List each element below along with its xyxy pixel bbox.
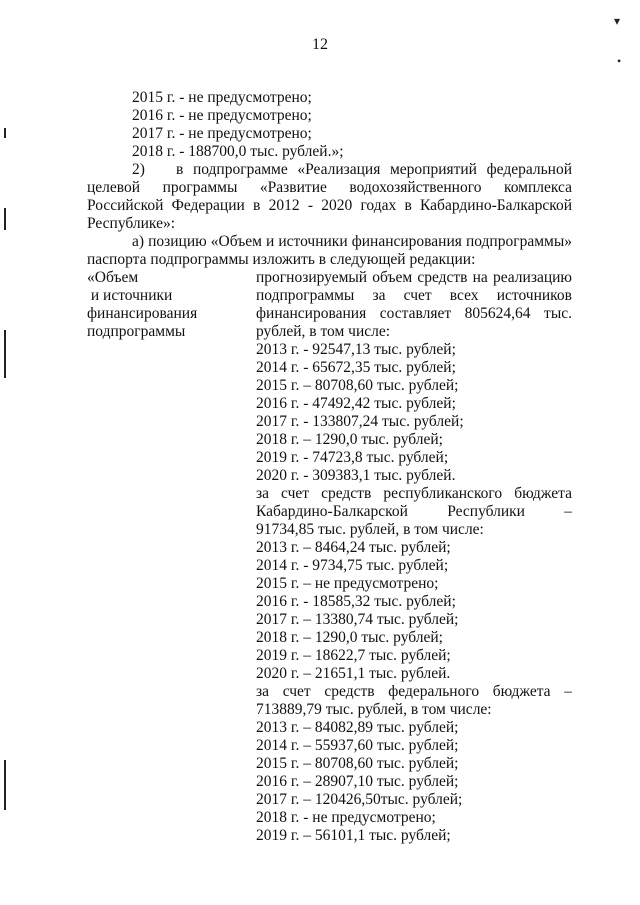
republic-year: 2020 г. – 21651,1 тыс. рублей.: [256, 665, 451, 682]
total-year: 2018 г. – 1290,0 тыс. рублей;: [256, 431, 443, 448]
para-a-line: паспорта подпрограммы изложить в следующей редакции:: [87, 251, 476, 268]
para-a-line: а) позицию «Объем и источники финансирования подпрограммы»: [132, 233, 572, 250]
scan-mark: [4, 330, 6, 378]
republic-year: 2016 г. - 18585,32 тыс. рублей;: [256, 593, 456, 610]
intro-line: 2015 г. - не предусмотрено;: [132, 89, 312, 106]
total-year: 2017 г. - 133807,24 тыс. рублей;: [256, 413, 464, 430]
intro-line: 2018 г. - 188700,0 тыс. рублей.»;: [132, 143, 344, 160]
federal-year: 2017 г. – 120426,50тыс. рублей;: [256, 791, 463, 808]
republic-year: 2018 г. – 1290,0 тыс. рублей;: [256, 629, 443, 646]
total-line: рублей, в том числе:: [256, 323, 391, 340]
republic-line: 91734,85 тыс. рублей, в том числе:: [256, 521, 484, 538]
total-line: подпрограммы за счет всех источников: [256, 287, 572, 304]
scan-mark: [4, 208, 6, 230]
republic-line: за счет средств республиканского бюджета: [256, 485, 572, 502]
label-financing: финансирования: [87, 305, 198, 322]
federal-line: 713889,79 тыс. рублей, в том числе:: [256, 701, 492, 718]
intro-line: 2016 г. - не предусмотрено;: [132, 107, 312, 124]
republic-year: 2017 г. – 13380,74 тыс. рублей;: [256, 611, 459, 628]
republic-year: 2013 г. – 8464,24 тыс. рублей;: [256, 539, 451, 556]
label-sources: и источники: [87, 287, 173, 304]
federal-year: 2015 г. – 80708,60 тыс. рублей;: [256, 755, 459, 772]
total-year: 2014 г. - 65672,35 тыс. рублей;: [256, 359, 456, 376]
label-subprogram: подпрограммы: [87, 323, 186, 340]
total-year: 2019 г. - 74723,8 тыс. рублей;: [256, 449, 449, 466]
federal-year: 2013 г. – 84082,89 тыс. рублей;: [256, 719, 459, 736]
total-year: 2020 г. - 309383,1 тыс. рублей.: [256, 467, 456, 484]
total-year: 2015 г. – 80708,60 тыс. рублей;: [256, 377, 459, 394]
scan-mark: [4, 760, 6, 810]
republic-year: 2015 г. – не предусмотрено;: [256, 575, 439, 592]
scan-dot: •: [617, 54, 622, 68]
total-year: 2013 г. - 92547,13 тыс. рублей;: [256, 341, 456, 358]
scan-dot: ▾: [614, 14, 621, 28]
para2-line: Республике»:: [87, 215, 176, 232]
intro-line: 2017 г. - не предусмотрено;: [132, 125, 312, 142]
federal-year: 2018 г. - не предусмотрено;: [256, 809, 436, 826]
total-year: 2016 г. - 47492,42 тыс. рублей;: [256, 395, 456, 412]
federal-year: 2016 г. – 28907,10 тыс. рублей;: [256, 773, 459, 790]
total-line: финансирования составляет 805624,64 тыс.: [256, 305, 572, 322]
para2-line: Российской Федерации в 2012 - 2020 годах в Кабардино-Балкарской: [87, 197, 572, 214]
total-line: прогнозируемый объем средств на реализацию: [256, 269, 572, 286]
republic-line: Кабардино-Балкарской Республики –: [256, 503, 572, 520]
federal-year: 2014 г. – 55937,60 тыс. рублей;: [256, 737, 459, 754]
label-volume: «Объем: [87, 269, 139, 286]
federal-year: 2019 г. – 56101,1 тыс. рублей;: [256, 827, 451, 844]
republic-year: 2019 г. – 18622,7 тыс. рублей;: [256, 647, 451, 664]
para2-number: 2): [132, 161, 145, 178]
para2-line: в подпрограмме «Реализация мероприятий федеральной: [176, 161, 572, 178]
page-number: 12: [312, 36, 328, 53]
federal-line: за счет средств федерального бюджета –: [256, 683, 572, 700]
republic-year: 2014 г. - 9734,75 тыс. рублей;: [256, 557, 449, 574]
scan-mark: [4, 128, 6, 138]
para2-line: целевой программы «Развитие водохозяйственного комплекса: [87, 179, 572, 196]
